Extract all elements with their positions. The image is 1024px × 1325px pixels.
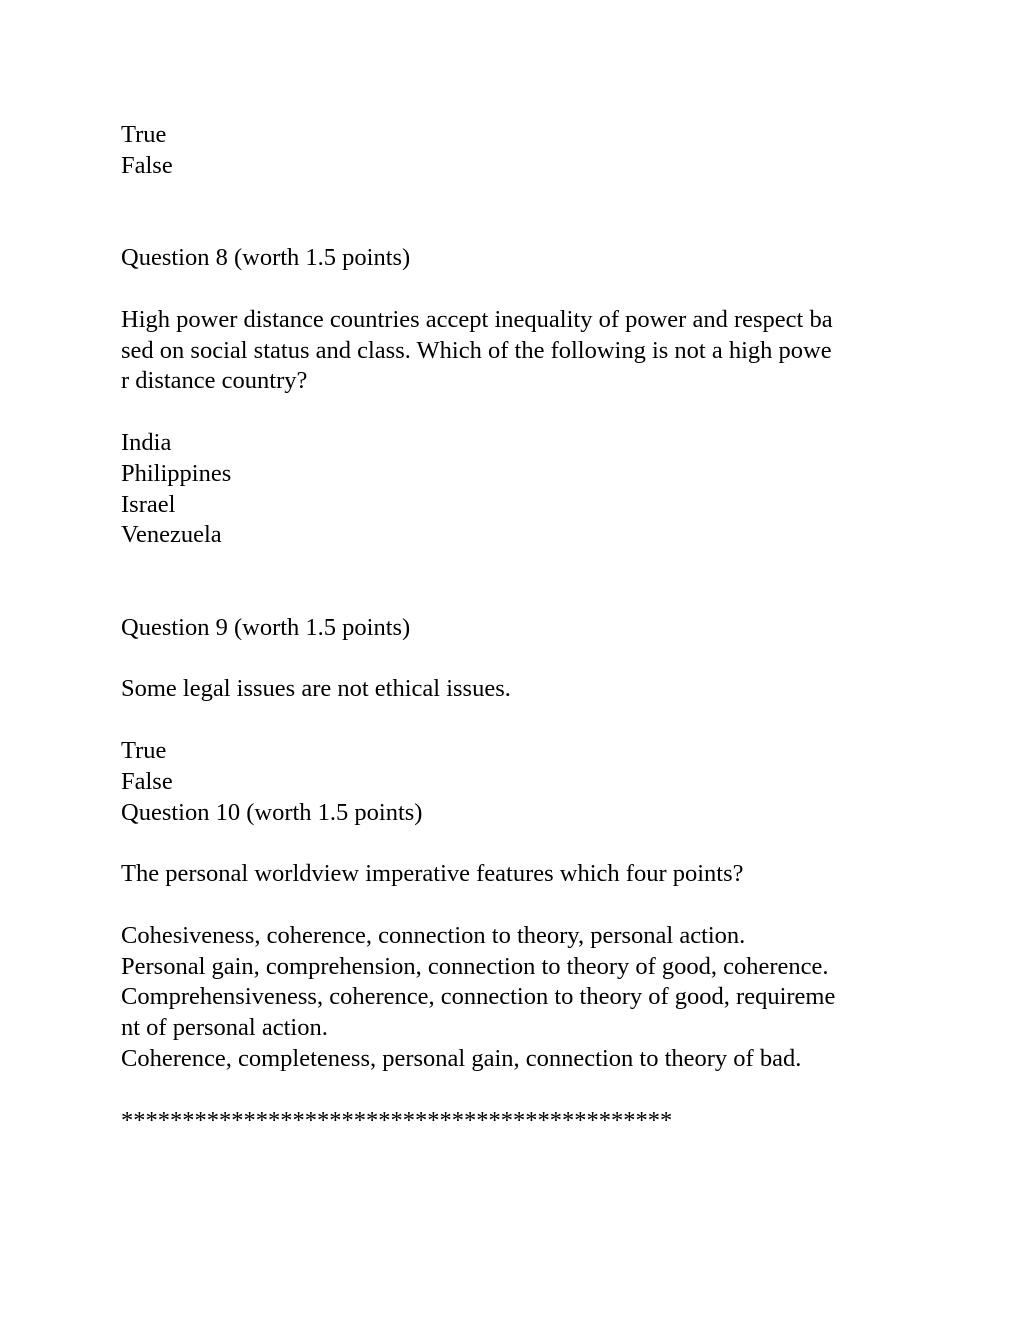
question-9-heading: Question 9 (worth 1.5 points) — [121, 613, 411, 641]
option-line: Cohesiveness, coherence, connection to theory, personal action. — [121, 921, 746, 949]
option-india: India — [121, 428, 172, 456]
option-false: False — [121, 151, 173, 179]
option-false: False — [121, 767, 173, 795]
option-israel: Israel — [121, 490, 176, 518]
question-10-options — [121, 921, 911, 1075]
option-philippines: Philippines — [121, 459, 232, 487]
question-9-prompt: Some legal issues are not ethical issues. — [121, 675, 511, 703]
question-10-prompt: The personal worldview imperative features which four points? — [121, 860, 744, 888]
question-8-options — [121, 428, 911, 551]
document-body — [121, 120, 911, 1136]
question-8-heading: Question 8 (worth 1.5 points) — [121, 244, 411, 272]
asterisk-separator: ********************************************* — [121, 1106, 673, 1134]
option-line: Personal gain, comprehension, connection to theory of good, coherence. — [121, 952, 829, 980]
question-8-prompt — [121, 305, 911, 397]
option-venezuela: Venezuela — [121, 521, 222, 549]
prompt-line: sed on social status and class. Which of the following is not a high powe — [121, 336, 832, 364]
option-true: True — [121, 736, 167, 764]
question-9-options — [121, 736, 911, 798]
question-10-heading: Question 10 (worth 1.5 points) — [121, 798, 423, 826]
option-line: Coherence, completeness, personal gain, connection to theory of bad. — [121, 1044, 802, 1072]
option-line: Comprehensiveness, coherence, connection to theory of good, requireme — [121, 983, 836, 1011]
option-true: True — [121, 121, 167, 148]
prompt-line: High power distance countries accept inequality of power and respect ba — [121, 305, 833, 333]
prompt-line: r distance country? — [121, 367, 308, 395]
question-7-options — [121, 120, 911, 182]
option-line: nt of personal action. — [121, 1014, 328, 1042]
